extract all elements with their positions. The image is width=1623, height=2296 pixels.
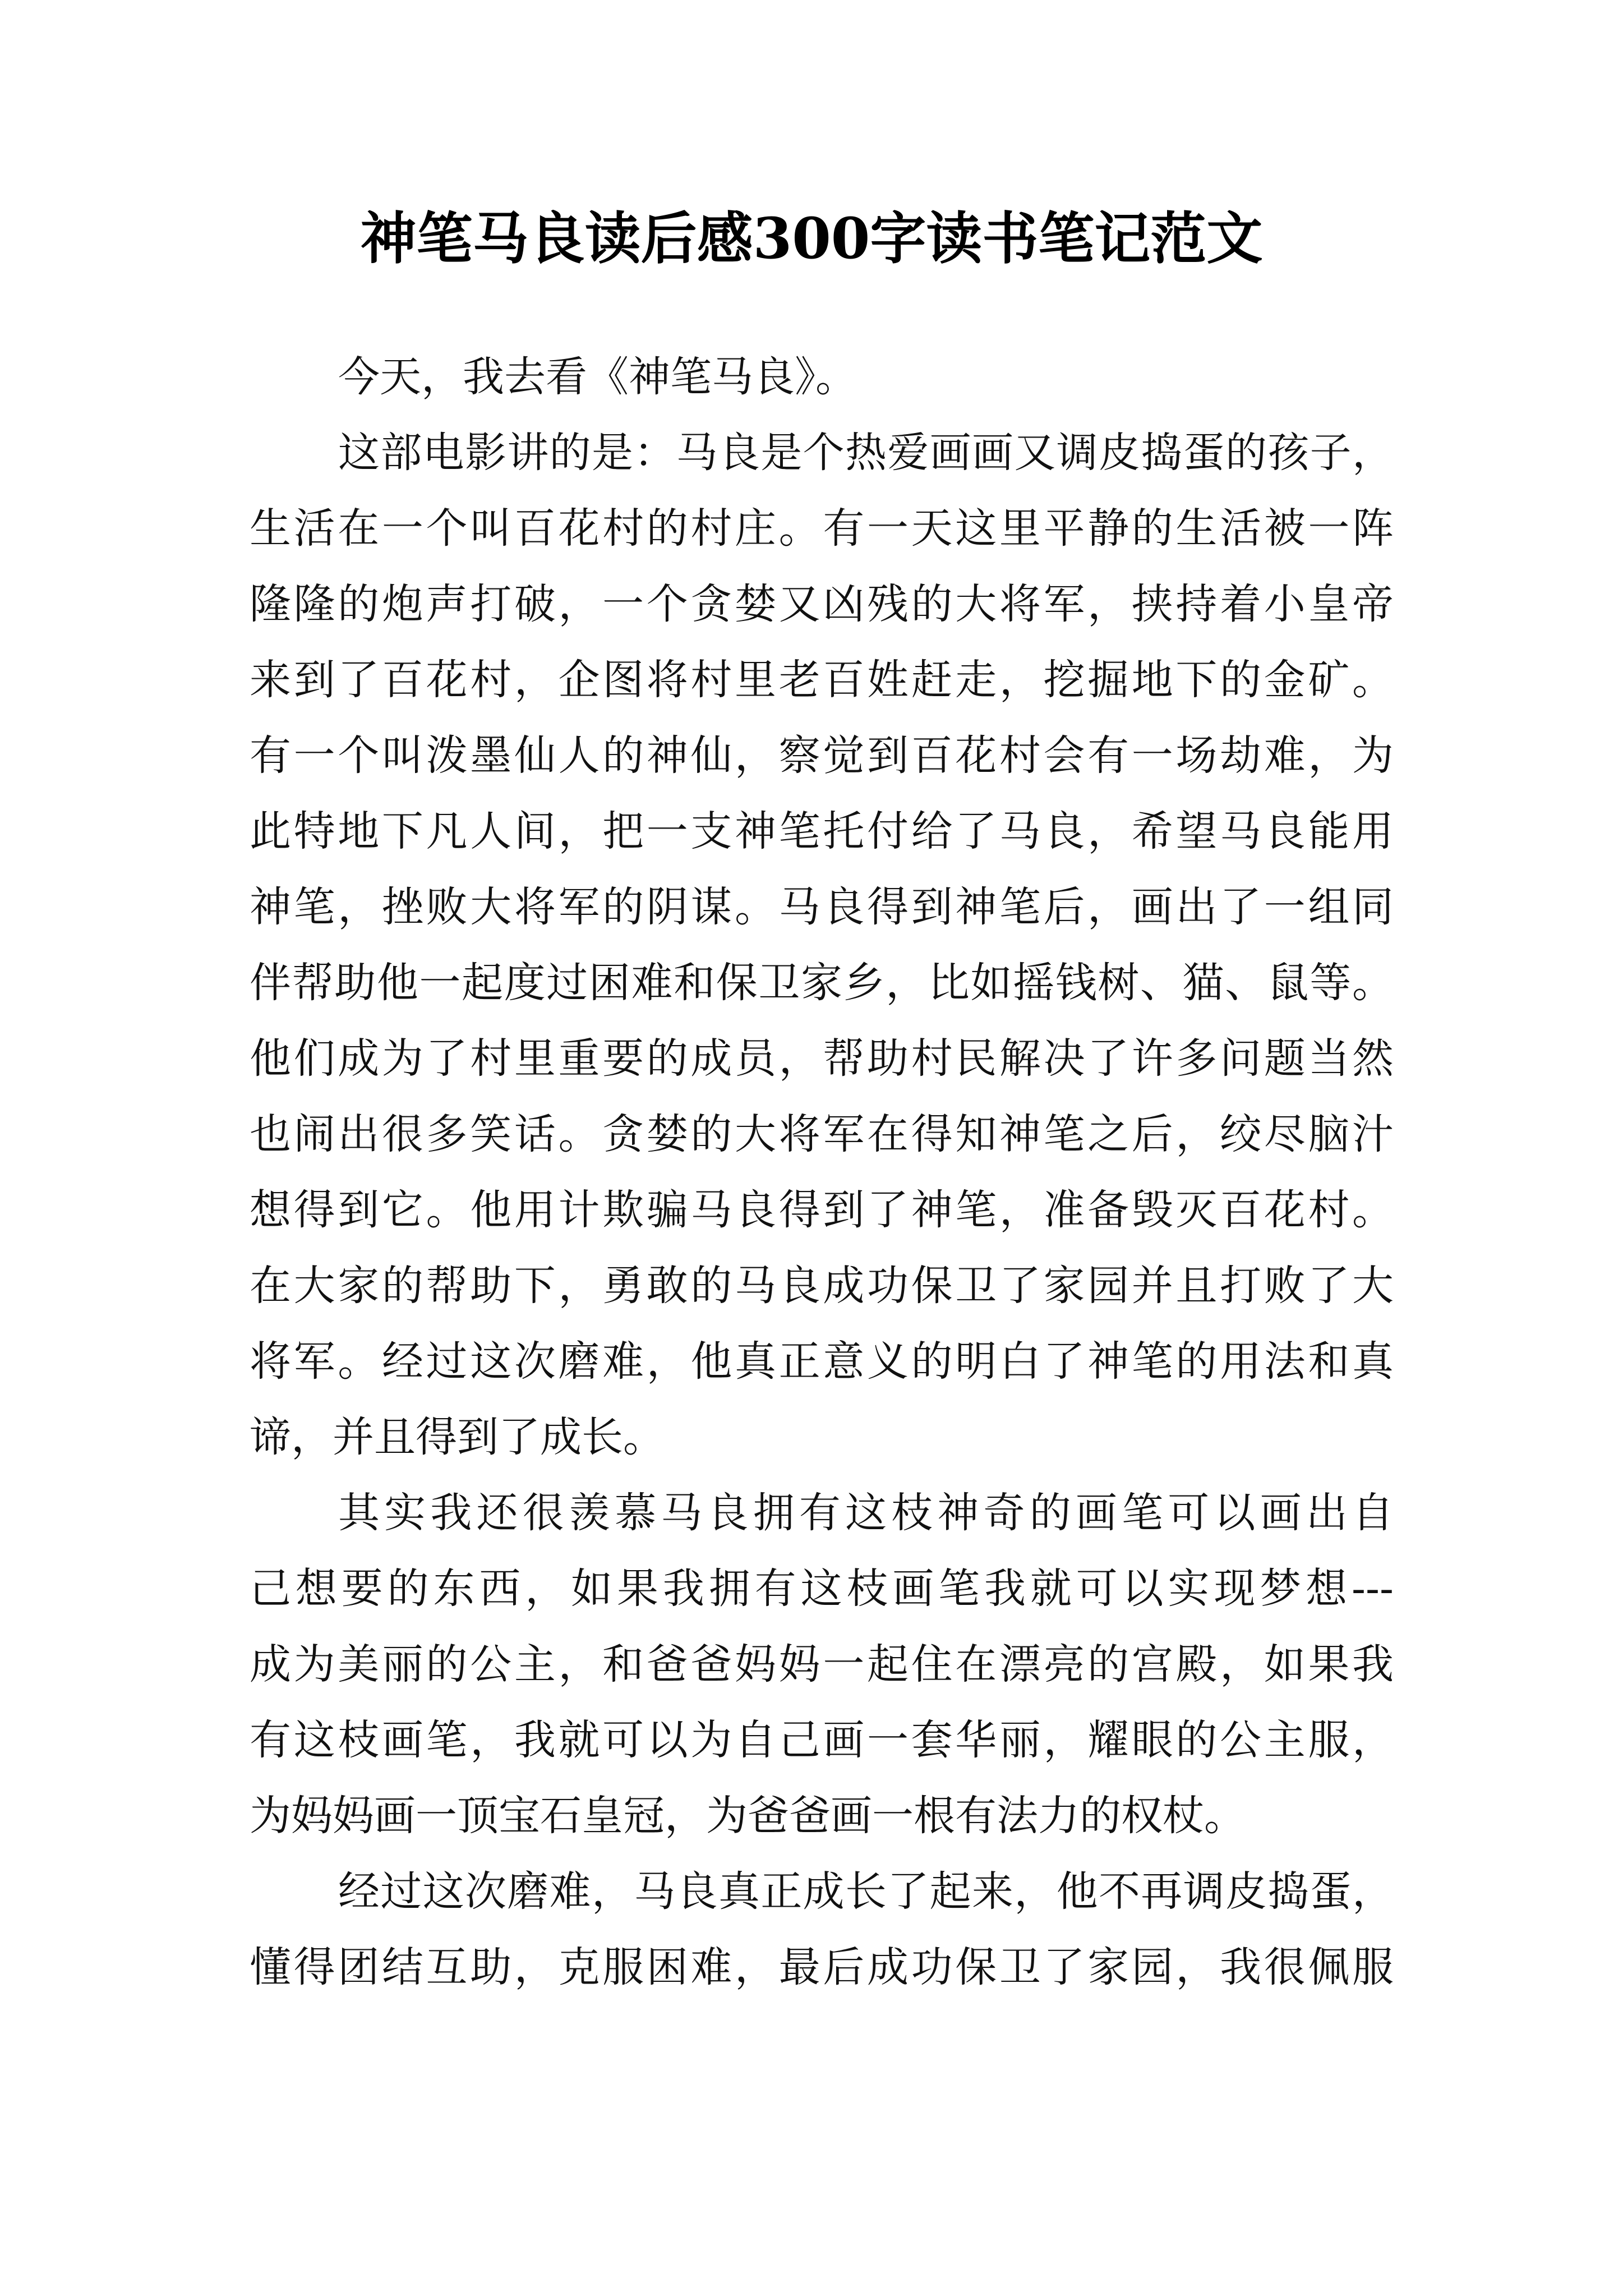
text-line: 有这枝画笔，我就可以为自己画一套华丽，耀眼的公主服， xyxy=(250,1716,1394,1764)
text-line: 此特地下凡人间，把一支神笔托付给了马良，希望马良能用 xyxy=(250,807,1394,855)
document-body xyxy=(250,339,1394,2005)
text-line: 己想要的东西，如果我拥有这枝画笔我就可以实现梦想--- xyxy=(250,1565,1394,1613)
text-line: 神笔，挫败大将军的阴谋。马良得到神笔后，画出了一组同 xyxy=(250,883,1394,931)
text-line: 生活在一个叫百花村的村庄。有一天这里平静的生活被一阵 xyxy=(250,504,1394,553)
text-line: 成为美丽的公主，和爸爸妈妈一起住在漂亮的宫殿，如果我 xyxy=(250,1640,1394,1688)
text-line: 懂得团结互助，克服困难，最后成功保卫了家园，我很佩服 xyxy=(250,1943,1394,1991)
text-line: 在大家的帮助下，勇敢的马良成功保卫了家园并且打败了大 xyxy=(250,1262,1394,1310)
text-line: 伴帮助他一起度过困难和保卫家乡，比如摇钱树、猫、鼠等。 xyxy=(250,959,1394,1007)
text-line: 隆隆的炮声打破，一个贪婪又凶残的大将军，挟持着小皇帝 xyxy=(250,580,1394,628)
text-line: 谛，并且得到了成长。 xyxy=(250,1413,665,1461)
text-line: 有一个叫泼墨仙人的神仙，察觉到百花村会有一场劫难，为 xyxy=(250,731,1394,780)
text-line: 来到了百花村，企图将村里老百姓赶走，挖掘地下的金矿。 xyxy=(250,656,1394,704)
text-line: 将军。经过这次磨难，他真正意义的明白了神笔的用法和真 xyxy=(250,1337,1394,1386)
text-line: 也闹出很多笑话。贪婪的大将军在得知神笔之后，绞尽脑汁 xyxy=(250,1110,1394,1158)
text-line: 他们成为了村里重要的成员，帮助村民解决了许多问题当然 xyxy=(250,1034,1394,1083)
text-line: 这部电影讲的是：马良是个热爱画画又调皮捣蛋的孩子， xyxy=(338,429,1394,477)
document-title: 神笔马良读后感300字读书笔记范文 xyxy=(360,205,1263,272)
text-line: 为妈妈画一顶宝石皇冠，为爸爸画一根有法力的权杖。 xyxy=(250,1792,1246,1840)
text-line: 今天，我去看《神笔马良》。 xyxy=(338,353,857,401)
text-line: 其实我还很羡慕马良拥有这枝神奇的画笔可以画出自 xyxy=(338,1489,1394,1537)
text-line: 经过这次磨难，马良真正成长了起来，他不再调皮捣蛋， xyxy=(338,1867,1394,1916)
text-line: 想得到它。他用计欺骗马良得到了神笔，准备毁灭百花村。 xyxy=(250,1186,1394,1234)
